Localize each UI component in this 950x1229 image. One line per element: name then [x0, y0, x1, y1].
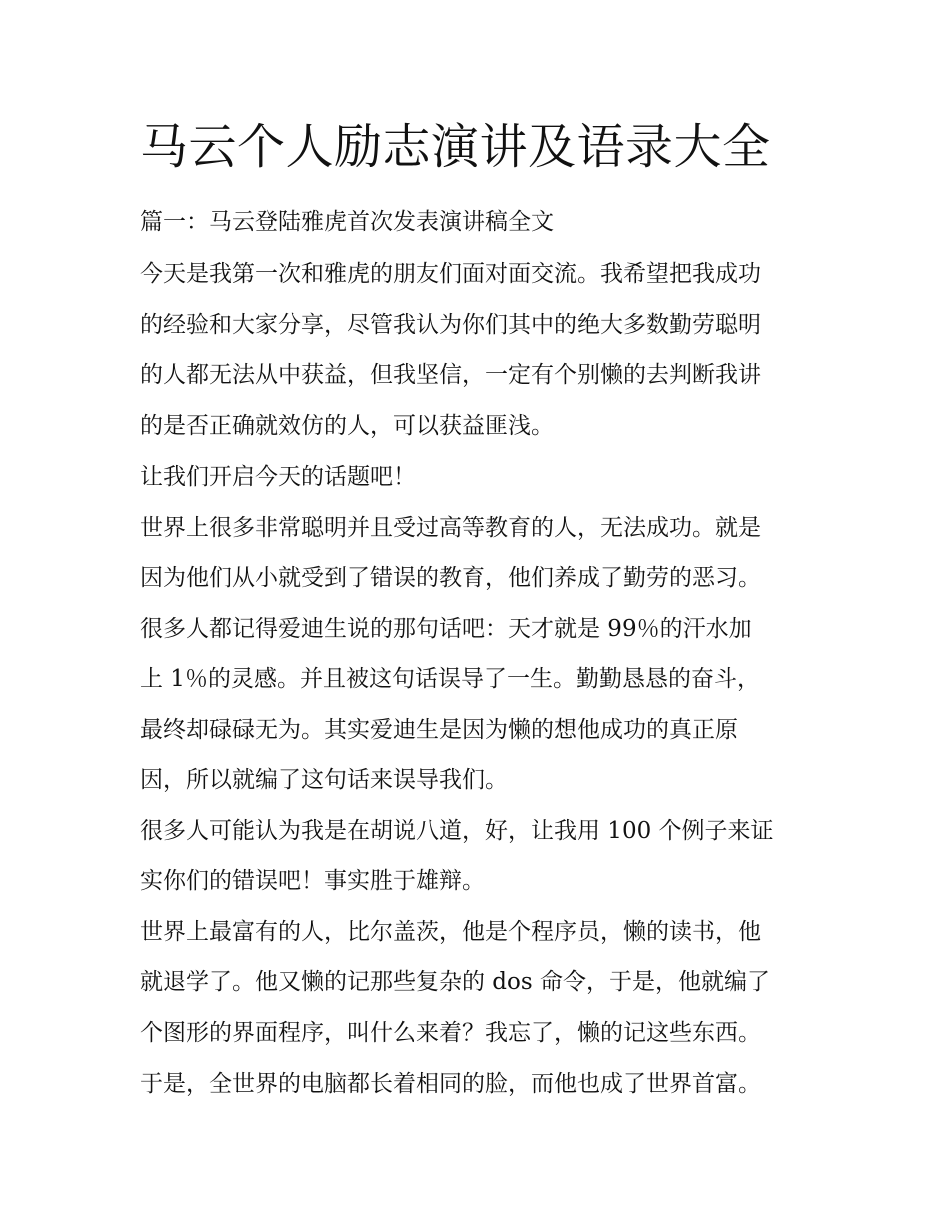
body-line: 就退学了。他又懒的记那些复杂的 dos 命令，于是，他就编了	[140, 969, 770, 995]
body-line: 上 1％的灵感。并且被这句话误导了一生。勤勤恳恳的奋斗，	[140, 666, 760, 692]
body-line: 因，所以就编了这句话来误导我们。	[140, 767, 508, 793]
body-line: 的人都无法从中获益，但我坚信，一定有个别懒的去判断我讲	[140, 362, 761, 388]
document-title: 马云个人励志演讲及语录大全	[140, 119, 771, 175]
section-heading: 篇一：马云登陆雅虎首次发表演讲稿全文	[140, 209, 554, 235]
body-line: 个图形的界面程序，叫什么来着？我忘了，懒的记这些东西。	[140, 1020, 761, 1046]
body-line: 实你们的错误吧！事实胜于雄辩。	[140, 868, 485, 894]
body-line: 的经验和大家分享，尽管我认为你们其中的绝大多数勤劳聪明	[140, 312, 761, 338]
body-line: 很多人都记得爱迪生说的那句话吧：天才就是 99％的汗水加	[140, 616, 752, 642]
body-line: 世界上最富有的人，比尔盖茨，他是个程序员，懒的读书，他	[140, 919, 761, 945]
body-line: 于是，全世界的电脑都长着相同的脸，而他也成了世界首富。	[140, 1071, 761, 1097]
body-line: 让我们开启今天的话题吧！	[140, 464, 416, 490]
body-line: 很多人可能认为我是在胡说八道，好，让我用 100 个例子来证	[140, 818, 774, 844]
body-line: 最终却碌碌无为。其实爱迪生是因为懒的想他成功的真正原	[140, 717, 738, 743]
body-line: 因为他们从小就受到了错误的教育，他们养成了勤劳的恶习。	[140, 565, 761, 591]
body-line: 今天是我第一次和雅虎的朋友们面对面交流。我希望把我成功	[140, 261, 761, 287]
body-line: 的是否正确就效仿的人，可以获益匪浅。	[140, 413, 554, 439]
body-line: 世界上很多非常聪明并且受过高等教育的人，无法成功。就是	[140, 515, 761, 541]
